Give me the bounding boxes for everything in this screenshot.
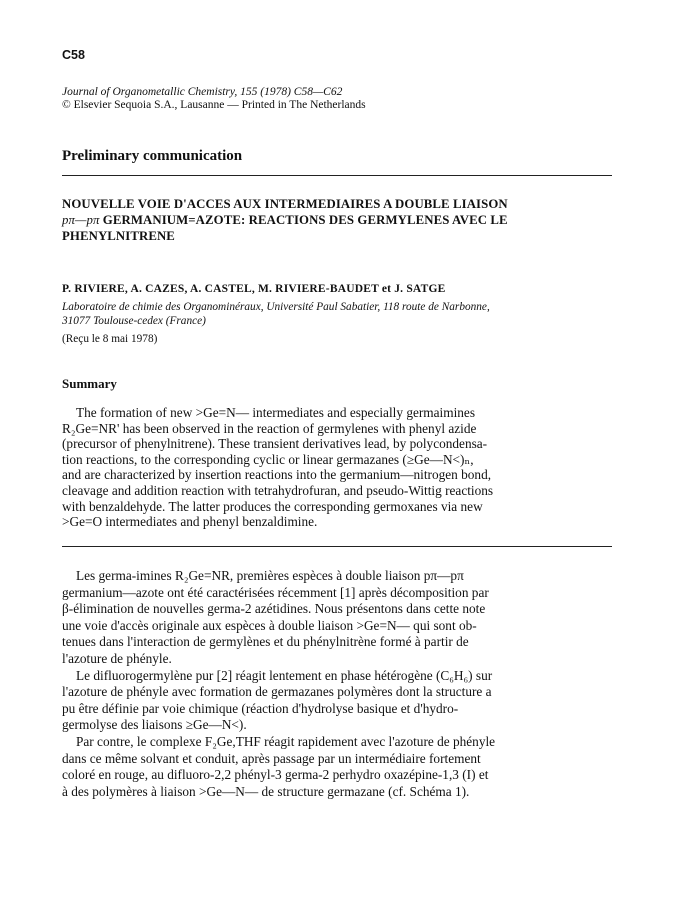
body-line: dans ce même solvant et conduit, après passage par un intermédiaire fortement bbox=[62, 750, 481, 766]
summary-line: R₂Ge=NR' has been observed in the reaction of germylenes with phenyl azide bbox=[62, 420, 477, 436]
divider-summary bbox=[62, 546, 612, 547]
paragraph-2 bbox=[62, 668, 622, 734]
affiliation-line-2: 31077 Toulouse-cedex (France) bbox=[62, 315, 206, 327]
title-line-2 bbox=[62, 212, 612, 228]
article-title bbox=[62, 196, 612, 244]
journal-line: Journal of Organometallic Chemistry, 155 (1978) C58—C62 bbox=[62, 86, 343, 98]
summary-line: tion reactions, to the corresponding cyclic or linear germazanes (≥Ge—N<)ₙ, bbox=[62, 451, 474, 467]
summary-line: The formation of new >Ge=N— intermediates and especially germaimines bbox=[76, 405, 475, 420]
author-list: P. RIVIERE, A. CAZES, A. CASTEL, M. RIVIERE-BAUDET et J. SATGE bbox=[62, 283, 446, 295]
body-line: Les germa-imines R₂Ge=NR, premières espèces à double liaison pπ—pπ bbox=[76, 568, 464, 583]
body-line: une voie d'accès originale aux espèces à double liaison >Ge=N— qui sont ob- bbox=[62, 617, 477, 633]
body-line: β-élimination de nouvelles germa-2 azétidines. Nous présentons dans cette note bbox=[62, 601, 486, 617]
body-line: à des polymères à liaison >Ge—N— de structure germazane (cf. Schéma 1). bbox=[62, 783, 470, 799]
journal-citation bbox=[62, 86, 366, 112]
paragraph-1 bbox=[62, 568, 622, 668]
summary-line: >Ge=O intermediates and phenyl benzaldimine. bbox=[62, 514, 318, 530]
page-code: C58 bbox=[62, 48, 85, 62]
body-line: tenues dans l'interaction de germylènes et du phénylnitrène formé à partir de bbox=[62, 634, 469, 650]
title-line-1: NOUVELLE VOIE D'ACCES AUX INTERMEDIAIRES A DOUBLE LIAISON bbox=[62, 197, 508, 211]
body-line: pu être définie par voie chimique (réaction d'hydrolyse basique et d'hydro- bbox=[62, 700, 459, 716]
paragraph-3 bbox=[62, 734, 622, 800]
summary-line: cleavage and addition reaction with tetrahydrofuran, and pseudo-Wittig reactions bbox=[62, 482, 494, 498]
summary-line: with benzaldehyde. The latter produces the corresponding germoxanes via new bbox=[62, 498, 483, 514]
article-type: Preliminary communication bbox=[62, 148, 243, 164]
body-line: Le difluorogermylène pur [2] réagit lentement en phase hétérogène (C₆H₆) sur bbox=[76, 667, 493, 683]
received-date: (Reçu le 8 mai 1978) bbox=[62, 333, 158, 345]
title-pp: pπ—pπ bbox=[62, 213, 100, 227]
summary-line: (precursor of phenylnitrene). These transient derivatives lead, by polycondensa- bbox=[62, 436, 488, 452]
divider-top bbox=[62, 175, 612, 176]
summary-heading: Summary bbox=[62, 376, 117, 391]
body-line: Par contre, le complexe F₂Ge,THF réagit rapidement avec l'azoture de phényle bbox=[76, 733, 496, 749]
publisher-line: © Elsevier Sequoia S.A., Lausanne — Printed in The Netherlands bbox=[62, 99, 366, 111]
title-line-2-text: GERMANIUM=AZOTE: REACTIONS DES GERMYLENES AVEC LE bbox=[99, 213, 508, 227]
affiliation-line-1: Laboratoire de chimie des Organominéraux, Université Paul Sabatier, 118 route de Narbonne, bbox=[62, 301, 490, 313]
body-text bbox=[62, 568, 622, 800]
body-line: l'azoture de phényle avec formation de germazanes polymères dont la structure a bbox=[62, 684, 492, 700]
title-line-3: PHENYLNITRENE bbox=[62, 229, 175, 243]
summary-line: and are characterized by insertion reactions into the germanium—nitrogen bond, bbox=[62, 467, 492, 483]
body-line: coloré en rouge, au difluoro-2,2 phényl-3 germa-2 perhydro oxazépine-1,3 (I) et bbox=[62, 767, 489, 783]
body-line: germolyse des liaisons ≥Ge—N<). bbox=[62, 717, 247, 733]
body-line: germanium—azote ont été caractérisées récemment [1] après décomposition par bbox=[62, 584, 489, 600]
affiliation bbox=[62, 300, 622, 328]
summary-text bbox=[62, 405, 612, 530]
body-line: l'azoture de phényle. bbox=[62, 650, 172, 666]
